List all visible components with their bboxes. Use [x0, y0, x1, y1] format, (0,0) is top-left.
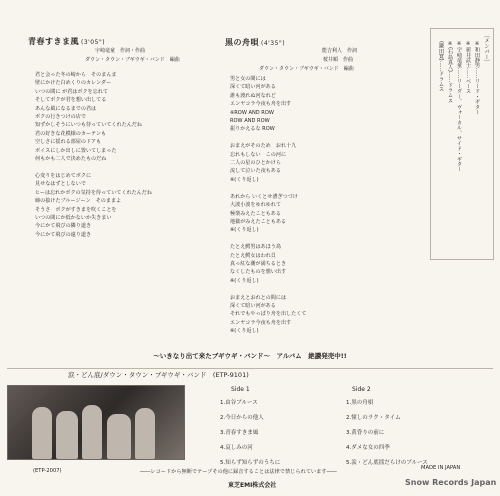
song-title-2 — [225, 37, 285, 48]
song-credit: ダウン・タウン・ブギウギ・バンド 編曲 — [259, 66, 354, 72]
member-line: ※宇崎竜童……リーダー、ヴォーカル、サイド・ギター — [456, 41, 462, 172]
member-line: (鎌田寛)……ドラムス — [438, 41, 444, 92]
watermark: Snow Records Japan — [405, 478, 497, 487]
catalog-number: (ETP-2007) — [33, 468, 62, 474]
track-item: 4.ダメな女の四季 — [346, 445, 390, 451]
album-title: 涙・どん底/ダウン・タウン・ブギウギ・バンド (ETP-9101) — [68, 371, 249, 379]
band-member-figure — [56, 411, 78, 459]
side-2-label: Side 2 — [352, 386, 371, 393]
company-name: 東芝EMI株式会社 — [228, 482, 277, 489]
song-title-text: 青春すきま風 — [28, 37, 79, 46]
song-title-text: 黒の舟唄 — [225, 38, 259, 47]
track-item: 5.涙・どん底揺だらけのブルース — [346, 460, 428, 466]
track-item: 5.知らず知らずのうちに — [220, 460, 281, 466]
track-item: 3.黄昏りの前に — [346, 430, 385, 436]
band-photo — [7, 385, 185, 460]
band-member-figure — [135, 408, 155, 459]
member-line: ※新井武士……ベース — [465, 41, 471, 94]
song-duration: (3'05") — [81, 39, 106, 46]
band-member-figure — [32, 407, 52, 459]
member-line: ※(石島真人)……ドラムス — [447, 41, 453, 104]
track-item: 3.青春すきま風 — [220, 430, 259, 436]
band-member-figure — [82, 405, 102, 459]
track-item: 4.哀しみの河 — [220, 445, 253, 451]
song-lyrics-1: 君と会った冬の崎から そのまんま 壁にかけた白めくりのカレンダー いつの間に が君はボクを忘れて そしてボクが君を想い出してる あんな風になるまでの君は ボクの行きつけの店で 知ずかしそうにいつも待っていてくれたんだね 君の好きな花模様のカーテンも 空しさに揺れる部屋のドアも ボイスにしか出しに置いてしまった 何もかも二人で決めたものだね 心変りをはじめてボクに 見せなはずとしないで ヒーは忘れかボクの気持を待っていてくれたんだね 締の抜けたブルージーン そのままよ そうさ ボクがすきまを吹くことを いつの間にか低かないか失きまい 今にかて飛びの隣り道き 今にかて飛びの遠り道き — [35, 72, 152, 238]
track-item: 1.由谷ブルース — [220, 400, 258, 406]
copyright-notice: ――レコードから無断でテープその他に録音することは法律で禁じられています―― — [140, 469, 337, 475]
track-item: 2.憧しのラク・タイム — [346, 415, 401, 421]
band-member-figure — [107, 414, 131, 459]
song-credit: ダウン・タウン・ブギウギ・バンド 編曲 — [85, 57, 180, 63]
member-list — [430, 28, 494, 260]
member-heading: 〔メンバー〕 — [483, 32, 489, 65]
track-item: 2.今日からの他人 — [220, 415, 264, 421]
divider — [7, 368, 493, 369]
song-duration: (4'35") — [261, 40, 286, 47]
song-credit: 能吉利人 作詞 — [322, 48, 358, 54]
song-title-1 — [28, 36, 105, 47]
side-1-label: Side 1 — [231, 386, 250, 393]
album-banner: 〜いきなり出て来たブギウギ・バンド〜 アルバム 絶讃発売中!! — [153, 352, 347, 360]
made-in-japan: MADE IN JAPAN — [421, 465, 461, 471]
song-credit: 桜井順 作曲 — [323, 57, 354, 63]
song-credit: 宇崎竜童 作詞・作曲 — [95, 48, 146, 54]
track-item: 1.黒の舟唄 — [346, 400, 374, 406]
member-line: ※和田静男……リード・ギター — [474, 41, 480, 115]
song-lyrics-2: 男と女の間には 深くて暗い河がある 誰も渡れぬ河なれど エンヤコラ今夜も舟を出す ※ROW AND ROW ROW AND ROW 振りかえるな ROW おまえがそのため おれ十九 忘れもしない この河に 二人の星のひとかけら 流して泣いた夜もある ※(くり返し) あれから いくとせ漕ぎつづけ 大波小波をゆれゆれて 極楽みえたこともある 地獄がみえたこともある ※(くり返し) たとえ鰐男はあほう鳥 たとえ鰐女はわれ貝 真っ紅な潮が満ちるとき なくしたものを想い出す ※(くり返し) おまえとおれとの間には 深くて暗い河がある それでもやっぱり舟を出したくて エンヤコラ今夜も舟を出す ※(くり返し) — [230, 76, 307, 335]
